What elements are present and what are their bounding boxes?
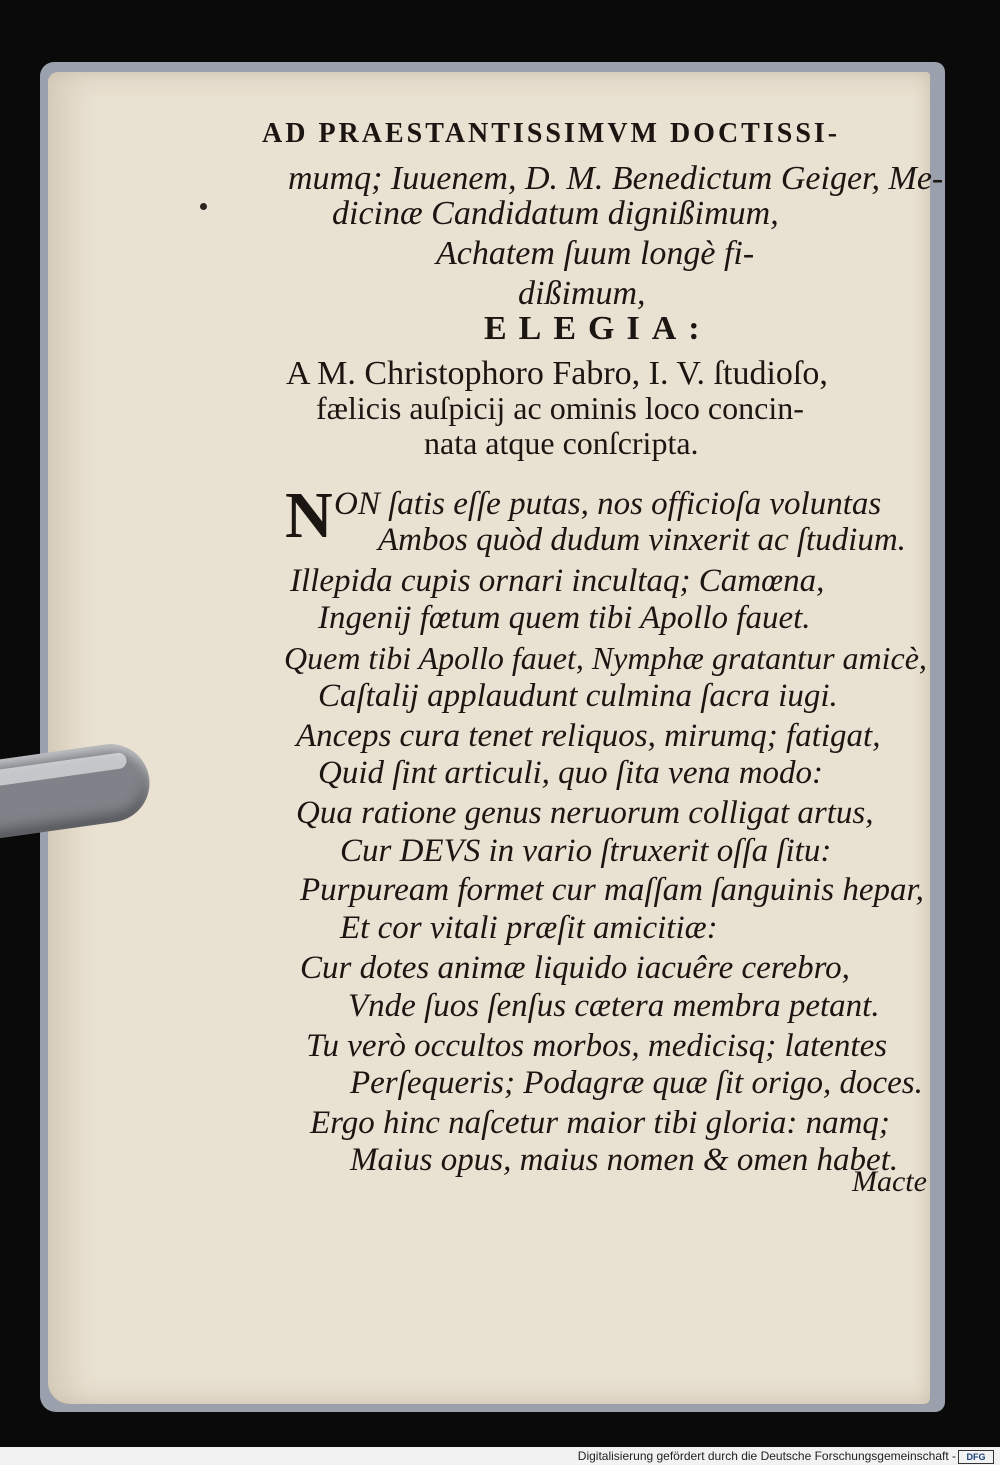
poem-line: Et cor vitali præſit amicitiæ: [340,910,718,946]
poem-line: Perſequeris; Podagræ quæ ſit origo, doces. [350,1065,923,1101]
poem-line: Ingenij fœtum quem tibi Apollo fauet. [318,600,811,636]
poem-line: Purpuream formet cur maſſam ſanguinis hepar, [300,872,924,908]
poem-line: Quem tibi Apollo fauet, Nymphæ gratantur amicè, [284,640,927,676]
dfg-logo-icon: DFG [958,1450,994,1464]
heading-line-8: fælicis auſpicij ac ominis loco concin- [316,390,804,426]
heading-line-5: dißimum, [518,275,646,312]
heading-line-3: dicinæ Candidatum dignißimum, [332,195,779,232]
poem-line: Vnde ſuos ſenſus cætera membra petant. [348,988,880,1024]
heading-line-1: AD PRAESTANTISSIMVM DOCTISSI- [262,118,841,149]
poem-line: Maius opus, maius nomen & omen habet. [350,1142,899,1178]
poem-line: Caſtalij applaudunt culmina ſacra iugi. [318,678,838,714]
heading-line-4: Achatem ſuum longè fi- [436,235,755,272]
poem-line: Quid ſint articuli, quo ſita vena modo: [318,755,824,791]
poem-line: Ambos quòd dudum vinxerit ac ſtudium. [378,522,906,558]
heading-line-2: mumq; Iuuenem, D. M. Benedictum Geiger, Me- [288,160,944,197]
poem-initial: N [285,479,333,552]
poem-line: Cur dotes animæ liquido iacuêre cerebro, [300,950,850,986]
poem-line: Ergo hinc naſcetur maior tibi gloria: namq; [310,1105,890,1141]
poem-line: Qua ratione genus neruorum colligat artus, [296,795,874,831]
heading-line-6: ELEGIA: [484,310,712,347]
catchword: Macte [852,1165,927,1198]
footer-bar [0,1447,1000,1465]
poem-line: Cur DEVS in vario ſtruxerit oſſa ſitu: [340,833,832,869]
footer-credit: Digitalisierung gefördert durch die Deutsche Forschungsgemeinschaft - [577,1449,956,1463]
poem-line: Anceps cura tenet reliquos, mirumq; fatigat, [296,718,881,754]
heading-line-9: nata atque conſcripta. [424,425,699,461]
ink-dot [200,203,207,210]
poem-line: ON ſatis eſſe putas, nos officioſa voluntas [334,486,882,522]
poem-line: Illepida cupis ornari incultaq; Camœna, [290,563,825,599]
heading-line-7: A M. Christophoro Fabro, I. V. ſtudioſo, [286,355,828,392]
poem-line: Tu verò occultos morbos, medicisq; latentes [306,1028,888,1064]
